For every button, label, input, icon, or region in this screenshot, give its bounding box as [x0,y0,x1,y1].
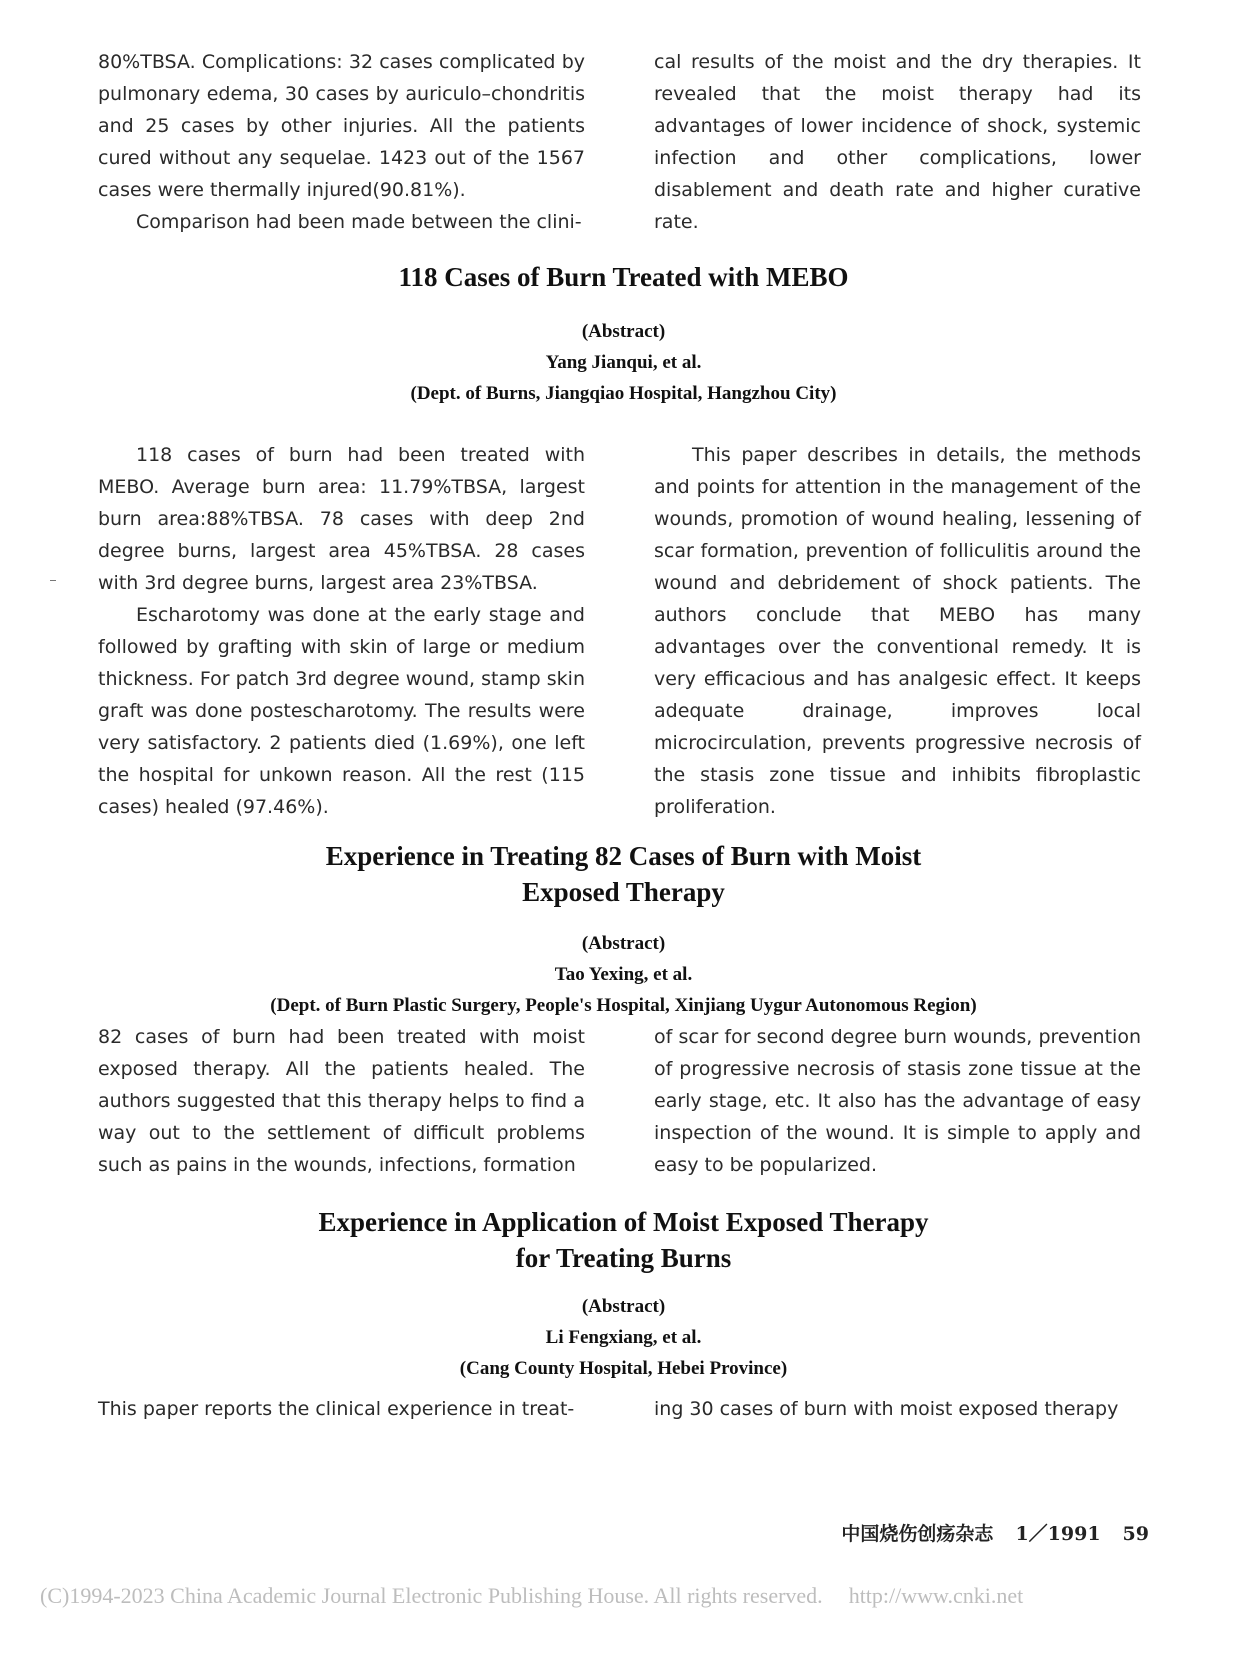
affiliation: (Dept. of Burns, Jiangqiao Hospital, Hangzhou City) [410,383,837,404]
article-title: 118 Cases of Burn Treated with MEBO [398,262,849,292]
article-title-line-2: Exposed Therapy [522,877,725,907]
intro-right-column [654,46,1141,238]
article-title-line-1: Experience in Application of Moist Exposed Therapy [318,1207,929,1237]
affiliation: (Dept. of Burn Plastic Surgery, People's Hospital, Xinjiang Uygur Autonomous Region) [270,995,977,1016]
margin-mark [50,580,56,581]
paragraph: ing 30 cases of burn with moist exposed therapy [654,1398,1119,1420]
article-title-line-1: Experience in Treating 82 Cases of Burn with Moist [325,841,922,871]
page-footer [841,1519,1149,1546]
issue-number: 1／1991 [1015,1523,1101,1545]
copyright-text: (C)1994-2023 China Academic Journal Electronic Publishing House. All rights reserved. [40,1583,823,1608]
article2-left-column [98,1021,585,1181]
abstract-label: (Abstract) [581,933,666,954]
author: Li Fengxiang, et al. [545,1327,702,1348]
article1-left-column [98,439,585,823]
author: Yang Jianqui, et al. [545,352,702,373]
intro-left-column [98,46,585,238]
affiliation: (Cang County Hospital, Hebei Province) [459,1358,788,1379]
abstract-label: (Abstract) [581,321,666,342]
paragraph: cal results of the moist and the dry therapies. It revealed that the moist therapy had its advantages of lower incidence of shock, systemic infection and other complications, lower disablement and death rate and higher curative rate. [654,51,1141,233]
copyright-url[interactable]: http://www.cnki.net [848,1583,1024,1608]
paragraph: This paper reports the clinical experience in treat- [98,1398,575,1420]
article2-right-column [654,1021,1141,1181]
page-number: 59 [1122,1523,1149,1545]
copyright-watermark [40,1583,1023,1609]
paragraph: Comparison had been made between the clini- [136,211,582,233]
abstract-label: (Abstract) [581,1296,666,1317]
article1-right-column [654,439,1141,823]
paragraph: Escharotomy was done at the early stage and followed by grafting with skin of large or medium thickness. For patch 3rd degree wound, stamp skin graft was done postescharotomy. The results were very satisfactory. 2 patients died (1.69%), one left the hospital for unkown reason. All the rest (115 cases) healed (97.46%). [98,604,585,818]
article3-right-column [654,1393,1141,1425]
paragraph: 118 cases of burn had been treated with MEBO. Average burn area: 11.79%TBSA, largest burn area:88%TBSA. 78 cases with deep 2nd degree burns, largest area 45%TBSA. 28 cases with 3rd degree burns, largest area 23%TBSA. [98,444,585,594]
article3-left-column [98,1393,585,1425]
journal-name: 中国烧伤创疡杂志 [841,1523,994,1545]
paragraph: 80%TBSA. Complications: 32 cases complicated by pulmonary edema, 30 cases by auriculo–chondritis and 25 cases by other injuries. All the patients cured without any sequelae. 1423 out of the 1567 cases were thermally injured(90.81%). [98,51,585,201]
author: Tao Yexing, et al. [554,964,693,985]
paragraph: This paper describes in details, the methods and points for attention in the management of the wounds, promotion of wound healing, lessening of scar formation, prevention of folliculitis around the wound and debridement of shock patients. The authors conclude that MEBO has many advantages over the conventional remedy. It is very efficacious and has analgesic effect. It keeps adequate drainage, improves local microcirculation, prevents progressive necrosis of the stasis zone tissue and inhibits fibroplastic proliferation. [654,444,1141,818]
article-title-line-2: for Treating Burns [515,1243,732,1273]
paragraph: 82 cases of burn had been treated with moist exposed therapy. All the patients healed. The authors suggested that this therapy helps to find a way out to the settlement of difficult problems such as pains in the wounds, infections, formation [98,1026,585,1176]
paragraph: of scar for second degree burn wounds, prevention of progressive necrosis of stasis zone tissue at the early stage, etc. It also has the advantage of easy inspection of the wound. It is simple to apply and easy to be popularized. [654,1026,1141,1176]
